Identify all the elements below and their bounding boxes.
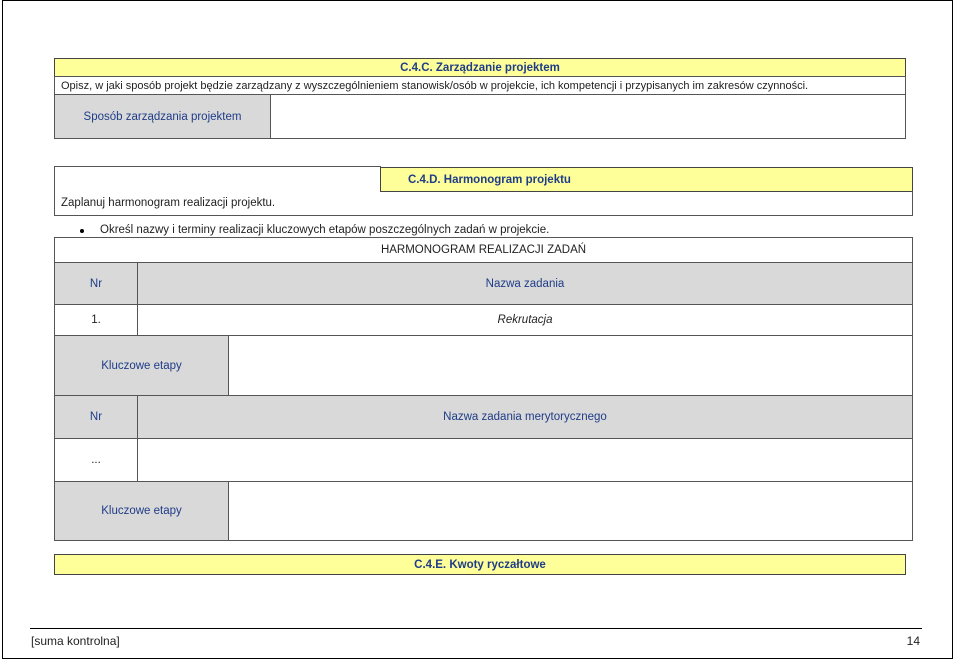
table2-row-name-input[interactable] <box>137 438 913 482</box>
section-c4c-title-text: C.4.C. Zarządzanie projektem <box>400 61 560 74</box>
table2-stages-label: Kluczowe etapy <box>101 505 182 517</box>
table1-header-nr <box>54 262 138 305</box>
table1-row-name-text: Rekrutacja <box>497 314 553 326</box>
section-c4c-description-text: Opisz, w jaki sposób projekt będzie zarządzany z wyszczególnieniem stanowisk/osób w projekcie, ich kompetencji i przypisanych im zakresów czynności. <box>61 79 809 92</box>
table2-stages-label-cell <box>54 481 229 541</box>
table1-header-name-text: Nazwa zadania <box>485 277 565 290</box>
table2-row-nr-text: ... <box>91 454 101 466</box>
page-number <box>870 633 920 649</box>
section-c4e-title <box>54 554 906 575</box>
table1-header-nr-text: Nr <box>89 277 103 290</box>
management-input[interactable] <box>270 94 906 139</box>
section-c4d-bullet <box>100 223 700 238</box>
table2-header-nr <box>54 395 138 439</box>
section-c4e-title-text: C.4.E. Kwoty ryczałtowe <box>414 558 546 571</box>
table1-stages-label-cell <box>54 335 229 396</box>
table1-row-name[interactable] <box>137 304 913 336</box>
section-c4d-title <box>380 167 913 192</box>
bullet-dot <box>80 229 84 233</box>
section-c4d-left-border <box>54 166 381 192</box>
table2-header-nr-text: Nr <box>89 411 103 423</box>
page-number-text: 14 <box>906 634 920 648</box>
schedule-header <box>54 237 913 263</box>
section-c4c-description <box>54 76 906 95</box>
schedule-header-text: HARMONOGRAM REALIZACJI ZADAŃ <box>380 244 587 256</box>
table2-header-name-text: Nazwa zadania merytorycznego <box>443 411 607 423</box>
section-c4d-bullet-text: Określ nazwy i terminy realizacji kluczowych etapów poszczególnych zadań w projekcie. <box>100 224 550 236</box>
section-c4d-title-text: C.4.D. Harmonogram projektu <box>408 173 571 186</box>
footer-divider <box>30 628 922 629</box>
table2-stages-input[interactable] <box>228 481 913 541</box>
table2-header-name <box>137 395 913 439</box>
table1-header-name <box>137 262 913 305</box>
footer-checksum-text: [suma kontrolna] <box>31 634 120 648</box>
management-label-cell <box>54 94 271 139</box>
section-c4d-instruction-text: Zaplanuj harmonogram realizacji projektu. <box>61 197 276 209</box>
table1-stages-label: Kluczowe etapy <box>101 359 182 372</box>
section-c4c-title <box>54 58 906 77</box>
table2-row-nr <box>54 438 138 482</box>
footer-checksum <box>31 633 120 649</box>
management-label: Sposób zarządzania projektem <box>83 110 242 123</box>
table1-stages-input[interactable] <box>228 335 913 396</box>
table1-row-nr <box>54 304 138 336</box>
section-c4d-instruction <box>54 191 913 216</box>
table1-row-nr-text: 1. <box>91 314 101 326</box>
